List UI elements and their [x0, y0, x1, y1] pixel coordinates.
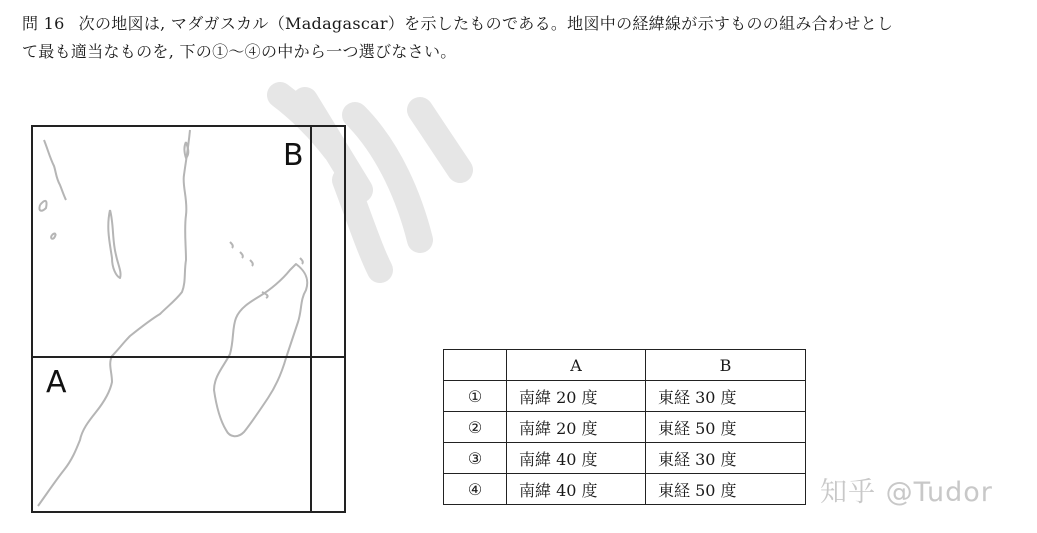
question-line-2: て最も適当なものを, 下の①～④の中から一つ選びなさい。 — [22, 42, 457, 61]
question-number: 問 16 — [22, 14, 65, 33]
option-latitude: 南緯 20 度 — [507, 381, 646, 412]
label-a: A — [46, 365, 67, 400]
table-row — [444, 443, 806, 474]
coastline — [38, 130, 307, 506]
watermark: 知乎 @Tudor — [820, 477, 993, 508]
option-number: ④ — [444, 474, 507, 505]
header-b: B — [646, 350, 806, 381]
option-longitude: 東経 30 度 — [646, 381, 806, 412]
header-empty — [444, 350, 507, 381]
option-latitude: 南緯 40 度 — [507, 474, 646, 505]
table-row — [444, 474, 806, 505]
option-longitude: 東経 30 度 — [646, 443, 806, 474]
table-row — [444, 412, 806, 443]
option-latitude: 南緯 20 度 — [507, 412, 646, 443]
header-a: A — [507, 350, 646, 381]
table-row — [444, 381, 806, 412]
question-text-1: 次の地図は, マダガスカル（Madagascar）を示したものである。地図中の経緯線が示すものの組み合わせとし — [78, 14, 894, 33]
option-number: ② — [444, 412, 507, 443]
answer-table — [443, 349, 806, 505]
option-number: ③ — [444, 443, 507, 474]
option-number: ① — [444, 381, 507, 412]
background-watermark — [280, 95, 460, 270]
label-b: B — [283, 138, 304, 173]
option-latitude: 南緯 40 度 — [507, 443, 646, 474]
option-longitude: 東経 50 度 — [646, 474, 806, 505]
table-header-row — [444, 350, 806, 381]
option-longitude: 東経 50 度 — [646, 412, 806, 443]
